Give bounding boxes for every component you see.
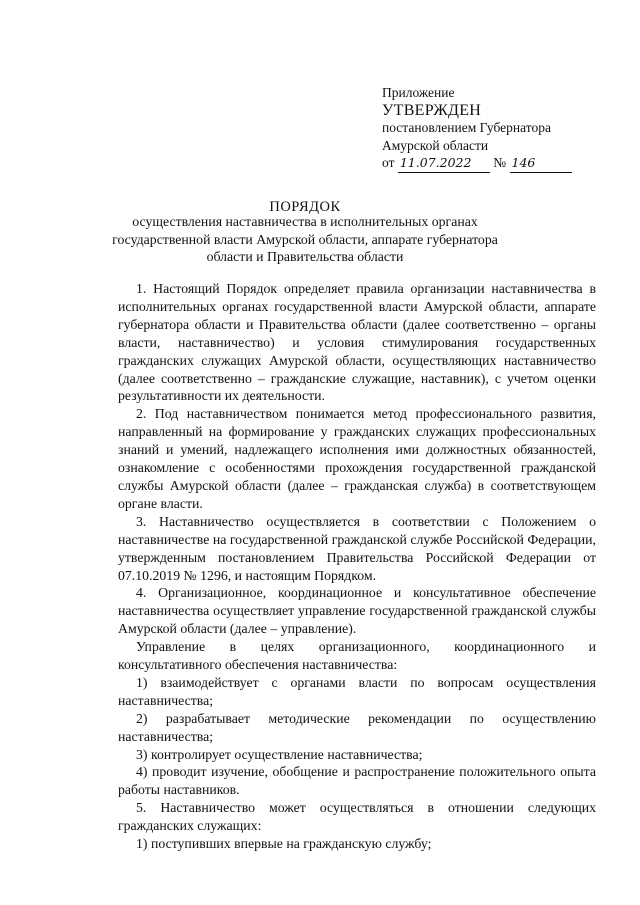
approval-block xyxy=(382,84,572,173)
paragraph-4: 4. Организационное, координационное и консультативное обеспечение наставничества осуществляет управление государственной гражданской службы Амурской области (далее – управление). xyxy=(118,585,596,637)
paragraph-5: 5. Наставничество может осуществляться в отношении следующих гражданских служащих: xyxy=(118,800,596,834)
paragraph-1: 1. Настоящий Порядок определяет правила организации наставничества в исполнительных органах государственной власти Амурской области, аппарате губернатора области и Правительства области (далее соответственно – органы власти, наставничество) и условия стимулирования государственных гражданских служащих Амурской области, осуществляющих наставничество (далее соответственно – гражданские служащие, наставник), с учетом оценки результативности их деятельности. xyxy=(118,281,596,404)
handwritten-date: 11.07.2022 xyxy=(398,154,490,173)
paragraph-2: 2. Под наставничеством понимается метод профессионального развития, направленный на формирование у гражданских служащих профессиональных знаний и умений, надлежащего исполнения ими должностных обязанностей, ознакомление с особенностями прохождения государственной гражданской службы Амурской области (далее – гражданская служба) в соответствующем органе власти. xyxy=(118,406,596,511)
paragraph-3: 3. Наставничество осуществляется в соответствии с Положением о наставничестве на государственной гражданской службе Российской Федерации, утвержденным постановлением Правительства Российской Федерации от 07.10.2019 № 1296, и настоящим Порядком. xyxy=(118,513,596,583)
approved-label: УТВЕРЖДЕН xyxy=(382,101,482,119)
list-item-4-3: 3) контролирует осуществление наставничества; xyxy=(136,746,423,762)
document-title: ПОРЯДОК xyxy=(269,199,341,215)
handwritten-number: 146 xyxy=(510,154,572,173)
list-item-4-2: 2) разрабатывает методические рекомендации по осуществлению наставничества; xyxy=(118,710,596,744)
paragraph-4-intro: Управление в целях организационного, координационного и консультативного обеспечения наставничества: xyxy=(118,639,596,673)
appendix-label: Приложение xyxy=(382,85,455,100)
region-label: Амурской области xyxy=(382,137,489,153)
list-item-5-1: 1) поступивших впервые на гражданскую службу; xyxy=(136,836,432,852)
document-subtitle: осуществления наставничества в исполнительных органах государственной власти Амурской области, аппарате губернатора области и Правительства области xyxy=(112,214,498,264)
date-number-line xyxy=(382,154,572,173)
decree-label: постановлением Губернатора xyxy=(382,120,551,135)
list-item-4-4: 4) проводит изучение, обобщение и распространение положительного опыта работы наставников. xyxy=(118,764,596,798)
number-prefix: № xyxy=(493,155,507,170)
date-prefix: от xyxy=(382,155,395,170)
list-item-4-1: 1) взаимодействует с органами власти по вопросам осуществления наставничества; xyxy=(118,674,596,708)
document-body xyxy=(118,280,596,853)
